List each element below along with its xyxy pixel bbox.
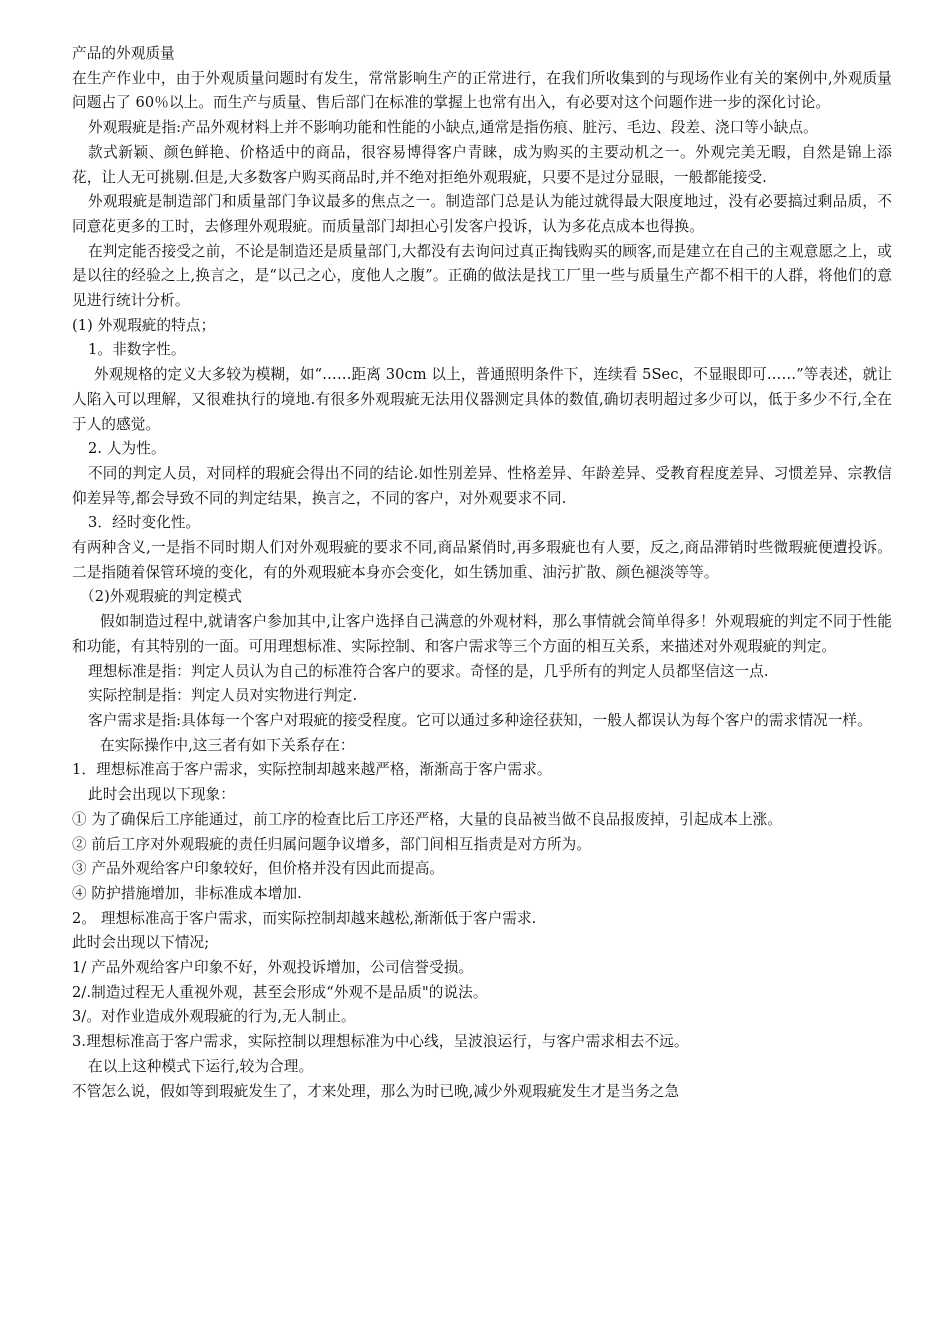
case-1-item-1: ① 为了确保后工序能通过，前工序的检查比后工序还严格，大量的良品被当做不良品报废掉，引起成本上涨。 bbox=[72, 810, 783, 828]
paragraph-customer-demand: 客户需求是指:具体每一个客户对瑕疵的接受程度。它可以通过多种途径获知，一般人都误认为每个客户的需求情况一样。 bbox=[88, 711, 872, 729]
paragraph-actual-control: 实际控制是指：判定人员对实物进行判定. bbox=[88, 687, 358, 705]
case-1-heading: 1．理想标准高于客户需求，实际控制却越来越严格，渐渐高于客户需求。 bbox=[72, 761, 552, 779]
document-title: 产品的外观质量 bbox=[72, 45, 175, 62]
paragraph-department-dispute: 外观瑕疵是制造部门和质量部门争议最多的焦点之一。制造部门总是认为能过就得最大限度地过，没有必要搞过剩品质，不同意花更多的工时，去修理外观瑕疵。而质量部门却担心引发客户投诉，认为多花点成本也得换。 bbox=[72, 193, 892, 235]
case-3-note: 在以上这种模式下运行,较为合理。 bbox=[88, 1057, 314, 1075]
case-1-intro: 此时会出现以下现象： bbox=[88, 786, 235, 804]
case-2-item-3: 3/。对作业造成外观瑕疵的行为,无人制止。 bbox=[72, 1008, 356, 1026]
case-1-item-3: ③ 产品外观给客户印象较好，但价格并没有因此而提高。 bbox=[72, 860, 445, 878]
case-3-heading: 3.理想标准高于客户需求，实际控制以理想标准为中心线，呈波浪运行，与客户需求相去不远。 bbox=[72, 1033, 689, 1051]
feature-heading-non-numeric: 1。非数字性。 bbox=[88, 341, 186, 359]
case-2-heading: 2。 理想标准高于客户需求，而实际控制却越来越松,渐渐低于客户需求. bbox=[72, 909, 537, 927]
case-2-item-2: 2/.制造过程无人重视外观，甚至会形成“外观不是品质"的说法。 bbox=[72, 983, 488, 1001]
case-1-item-4: ④ 防护措施增加，非标准成本增加. bbox=[72, 884, 302, 902]
feature-heading-human: 2. 人为性。 bbox=[88, 440, 166, 458]
paragraph-ideal-standard: 理想标准是指：判定人员认为自己的标准符合客户的要求。奇怪的是，几乎所有的判定人员都坚信这一点. bbox=[88, 662, 769, 680]
document-page bbox=[72, 42, 892, 1104]
paragraph-relations-intro: 在实际操作中,这三者有如下关系存在： bbox=[100, 736, 355, 754]
case-2-intro: 此时会出现以下情况; bbox=[72, 934, 210, 952]
paragraph-defect-definition: 外观瑕疵是指:产品外观材料上并不影响功能和性能的小缺点,通常是指伤痕、脏污、毛边、段差、浇口等小缺点。 bbox=[88, 119, 818, 137]
paragraph-conclusion: 不管怎么说，假如等到瑕疵发生了，才来处理，那么为时已晚,减少外观瑕疵发生才是当务之急 bbox=[72, 1082, 680, 1100]
paragraph-judgement-mode: 假如制造过程中,就请客户参加其中,让客户选择自己满意的外观材料，那么事情就会简单得多！外观瑕疵的判定不同于性能和功能，有其特别的一面。可用理想标准、实际控制、和客户需求等三个方面的相互关系，来描述对外观瑕疵的判定。 bbox=[72, 613, 892, 655]
feature-heading-time: 3．经时变化性。 bbox=[88, 514, 201, 532]
paragraph-non-numeric: 外观规格的定义大多较为模糊，如“……距离 30cm 以上，普通照明条件下，连续看 5Sec，不显眼即可……”等表述，就让人陷入可以理解，又很难执行的境地.有很多外观瑕疵无法用仪器测定具体的数值,确切表明超过多少可以，低于多少不行,全在于人的感觉。 bbox=[72, 366, 892, 433]
case-2-item-1: 1/ 产品外观给客户印象不好，外观投诉增加，公司信誉受损。 bbox=[72, 959, 474, 977]
paragraph-customer-appeal: 款式新颖、颜色鲜艳、价格适中的商品，很容易博得客户青睐，成为购买的主要动机之一。外观完美无暇，自然是锦上添花，让人无可挑剔.但是,大多数客户购买商品时,并不绝对拒绝外观瑕疵，只要不是过分显眼，一般都能接受. bbox=[72, 143, 892, 186]
section-heading-features: (1) 外观瑕疵的特点； bbox=[72, 316, 216, 334]
paragraph-judgement-basis: 在判定能否接受之前，不论是制造还是质量部门,大都没有去询问过真正掏钱购买的顾客,而是建立在自己的主观意愿之上，或是以往的经验之上,换言之，是“以己之心，度他人之腹”。正确的做法是找工厂里一些与质量生产都不相干的人群，将他们的意见进行统计分析。 bbox=[72, 242, 892, 310]
case-1-item-2: ② 前后工序对外观瑕疵的责任归属问题争议增多，部门间相互指责是对方所为。 bbox=[72, 835, 592, 853]
section-heading-judgement-mode: （2)外观瑕疵的判定模式 bbox=[80, 588, 243, 606]
paragraph-intro: 在生产作业中，由于外观质量问题时有发生，常常影响生产的正常进行，在我们所收集到的与现场作业有关的案例中,外观质量问题占了 60％以上。而生产与质量、售后部门在标准的掌握上也常有出入，有必要对这个问题作进一步的深化讨论。 bbox=[72, 69, 892, 112]
paragraph-human: 不同的判定人员，对同样的瑕疵会得出不同的结论.如性别差异、性格差异、年龄差异、受教育程度差异、习惯差异、宗教信仰差异等,都会导致不同的判定结果，换言之，不同的客户，对外观要求不同. bbox=[72, 464, 892, 507]
paragraph-time: 有两种含义,一是指不同时期人们对外观瑕疵的要求不同,商品紧俏时,再多瑕疵也有人要，反之,商品滞销时些微瑕疵便遭投诉。二是指随着保管环境的变化，有的外观瑕疵本身亦会变化，如生锈加重、油污扩散、颜色褪淡等等。 bbox=[72, 539, 892, 581]
